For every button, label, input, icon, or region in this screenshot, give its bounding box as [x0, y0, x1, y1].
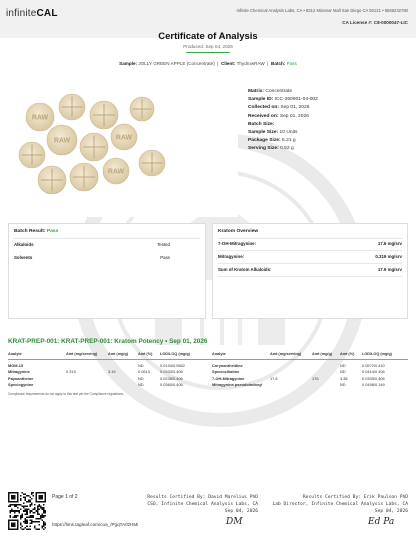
- qr-module: [25, 506, 27, 508]
- qr-module: [26, 516, 28, 518]
- qr-module: [16, 515, 18, 517]
- qr-module: [29, 525, 31, 527]
- qr-module: [26, 506, 28, 508]
- qr-module: [29, 519, 31, 521]
- qr-module: [11, 509, 13, 511]
- qr-module: [38, 518, 40, 520]
- qr-module: [40, 518, 42, 520]
- qr-module: [25, 510, 27, 512]
- qr-module: [41, 527, 43, 529]
- qr-module: [37, 506, 39, 508]
- page-title: Certificate of Analysis: [158, 31, 258, 42]
- qr-module: [43, 507, 45, 509]
- sample-info-panel: [248, 88, 408, 154]
- qr-module: [40, 516, 42, 518]
- qr-module: [41, 515, 43, 517]
- qr-module: [38, 521, 40, 523]
- qr-module: [28, 509, 30, 511]
- potency-left-row-0-col-3: ND: [138, 363, 144, 368]
- qr-module: [31, 494, 33, 496]
- qr-module: [34, 507, 36, 509]
- qr-module: [43, 504, 45, 506]
- qr-module: [23, 507, 25, 509]
- qr-module: [20, 524, 22, 526]
- qr-module: [43, 525, 45, 527]
- qr-module: [16, 504, 18, 506]
- qr-module: [10, 504, 12, 506]
- potency-right-row-2-col-3: 3.38: [340, 375, 348, 381]
- qr-module: [22, 506, 24, 508]
- qr-module: [34, 509, 36, 511]
- potency-left-row-0-col-4: 0.0194/0.0582: [160, 363, 185, 368]
- qr-module: [41, 507, 43, 509]
- qr-module: [43, 510, 45, 512]
- qr-module: [31, 522, 33, 524]
- potency-right-row-1-col-4: 0.0414/0.406: [362, 369, 385, 375]
- qr-module: [32, 512, 34, 514]
- qr-module: [22, 516, 24, 518]
- qr-module: [35, 521, 37, 523]
- potency-right-row-1-col-0: Speciociliatine: [212, 369, 240, 375]
- sample-summary: Sample: JOLLY GREEN APPLE (Concentrate) | Client: ThydrowRAW | Batch: Pass: [119, 61, 297, 66]
- qr-module: [31, 510, 33, 512]
- qr-module: [25, 513, 27, 515]
- kratom-overview-card: [212, 223, 408, 319]
- qr-module: [25, 509, 27, 511]
- qr-module: [37, 510, 39, 512]
- coa-link[interactable]: https://lims.tagleaf.com/coa_/PgqTA0zHMi: [52, 522, 139, 527]
- qr-module: [17, 507, 19, 509]
- qr-module: [29, 497, 31, 499]
- qr-module: [40, 507, 42, 509]
- qr-module: [38, 495, 43, 500]
- certifier-1: Results Certified By: David Marelius PhD CSO, Infinite Chemical Analysis Labs, CA Sep 04, 2026: [147, 495, 258, 514]
- potency-left-row-1-col-3: 0.0613: [138, 369, 150, 375]
- qr-module: [31, 519, 33, 521]
- qr-module: [26, 519, 28, 521]
- qr-module: [34, 525, 36, 527]
- kratom-overview-heading: Kratom Overview: [218, 229, 259, 234]
- signature-1: DM: [226, 517, 243, 527]
- qr-module: [43, 515, 45, 517]
- lab-address: Infinite Chemical Analysis Labs, CA • 8312 Miramar Mall San Diego CA 92121 • 8586232780: [236, 8, 408, 13]
- tablet-imprint: RAW: [107, 168, 125, 176]
- qr-module: [38, 528, 40, 530]
- qr-module: [44, 524, 46, 526]
- qr-module: [34, 527, 36, 529]
- qr-module: [38, 504, 40, 506]
- qr-module: [40, 506, 42, 508]
- qr-module: [29, 512, 31, 514]
- qr-module: [20, 500, 22, 502]
- qr-module: [10, 516, 12, 518]
- qr-module: [26, 522, 28, 524]
- qr-module: [34, 521, 36, 523]
- info-matrix: Matrix: Concentrate: [248, 89, 293, 94]
- qr-module: [16, 516, 18, 518]
- potency-right-row-0-col-4: 0.0572/0.410: [362, 363, 385, 368]
- qr-module: [22, 525, 24, 527]
- qr-module: [20, 498, 22, 500]
- qr-module: [29, 500, 31, 502]
- qr-module: [26, 513, 28, 515]
- card-divider: [14, 238, 200, 239]
- product-photo: [12, 85, 238, 217]
- qr-module: [28, 528, 30, 530]
- qr-module: [29, 506, 31, 508]
- col-mg-serving-left: Amt (mg/serving): [66, 352, 98, 356]
- qr-module: [20, 495, 22, 497]
- qr-module: [8, 506, 10, 508]
- qr-module: [20, 516, 22, 518]
- potency-left-row-2-col-4: 0.0238/0.406: [160, 375, 183, 381]
- potency-right-row-3-col-4: 0.0498/0.149: [362, 382, 385, 388]
- qr-module: [11, 495, 16, 500]
- license-number: CA License #: C8-0000047-LIC: [342, 20, 408, 25]
- qr-module: [17, 515, 19, 517]
- qr-module: [44, 512, 46, 514]
- batch-result-card: [8, 223, 206, 319]
- col-mg-g-right: Amt (mg/g): [312, 352, 333, 356]
- qr-module: [28, 516, 30, 518]
- qr-module: [26, 495, 28, 497]
- potency-left-row-3-col-3: ND: [138, 382, 144, 388]
- potency-left-row-2-col-0: Paynantheine: [8, 375, 34, 381]
- col-analyte-left: Analyte: [8, 352, 22, 356]
- qr-module: [34, 512, 36, 514]
- qr-module: [11, 522, 16, 527]
- col-lodloq-right: LOD/LOQ (mg/g): [362, 352, 392, 356]
- qr-module: [40, 515, 42, 517]
- batch-row-solvents: Solvents Pass: [14, 255, 170, 260]
- qr-module: [20, 522, 22, 524]
- tablet-imprint: RAW: [31, 114, 49, 122]
- qr-module: [43, 522, 45, 524]
- kratom-row-sum: Sum of Kratom Alkaloids: 17.9 mg/srv: [218, 267, 402, 277]
- qr-module: [20, 527, 22, 529]
- qr-module: [43, 521, 45, 523]
- qr-module: [19, 512, 21, 514]
- qr-module: [44, 515, 46, 517]
- qr-module: [25, 519, 27, 521]
- qr-module: [25, 494, 27, 496]
- qr-module: [41, 525, 43, 527]
- potency-right-row-1-col-3: ND: [340, 369, 346, 375]
- qr-module: [37, 513, 39, 515]
- qr-module: [29, 516, 31, 518]
- potency-right-row-2-col-0: 7-OH-Mitragynine: [212, 375, 245, 381]
- qr-module: [32, 509, 34, 511]
- col-pct-left: Amt (%): [138, 352, 153, 356]
- qr-module: [31, 504, 33, 506]
- qr-module: [37, 521, 39, 523]
- potency-right-row-2-col-4: 0.0305/0.406: [362, 375, 385, 381]
- qr-module: [22, 513, 24, 515]
- qr-module: [37, 509, 39, 511]
- qr-module: [32, 521, 34, 523]
- qr-module: [29, 504, 31, 506]
- qr-module: [34, 504, 36, 506]
- qr-module: [31, 515, 33, 517]
- info-collected: Collected on: Sep 01, 2026: [248, 105, 310, 111]
- qr-module: [11, 504, 13, 506]
- qr-module: [10, 510, 12, 512]
- col-mg-serving-right: Amt (mg/serving): [270, 352, 302, 356]
- qr-module: [13, 510, 15, 512]
- potency-left-row-3-col-0: Speciogynine: [8, 382, 34, 388]
- qr-code[interactable]: [8, 492, 46, 530]
- qr-module: [26, 501, 28, 503]
- qr-module: [20, 504, 22, 506]
- qr-module: [41, 516, 43, 518]
- qr-module: [28, 495, 30, 497]
- card-divider: [218, 238, 402, 239]
- qr-module: [35, 518, 37, 520]
- qr-module: [31, 516, 33, 518]
- potency-left-row-1-col-0: Mitragynine: [8, 369, 30, 375]
- potency-right-row-3-col-3: ND: [340, 382, 346, 388]
- qr-module: [23, 497, 25, 499]
- qr-module: [10, 512, 12, 514]
- potency-right-row-0-col-3: ND: [340, 363, 346, 368]
- potency-left-row-1-col-1: 0.319: [66, 369, 76, 375]
- potency-header-rule: [8, 359, 408, 360]
- qr-module: [44, 522, 46, 524]
- qr-module: [41, 513, 43, 515]
- qr-module: [38, 513, 40, 515]
- qr-module: [17, 504, 19, 506]
- qr-module: [37, 512, 39, 514]
- qr-module: [25, 521, 27, 523]
- qr-module: [26, 510, 28, 512]
- qr-module: [20, 515, 22, 517]
- qr-module: [23, 503, 25, 505]
- qr-module: [43, 512, 45, 514]
- qr-module: [25, 498, 27, 500]
- qr-module: [43, 524, 45, 526]
- info-batch-size: Batch Size:: [248, 121, 275, 127]
- qr-module: [23, 528, 25, 530]
- info-sample-id: Sample ID: ICC-260901-04-002: [248, 97, 318, 103]
- col-analyte-right: Analyte: [212, 352, 226, 356]
- potency-right-row-2-col-1: 17.6: [270, 375, 278, 381]
- info-serving-size: Serving Size: 0.52 g: [248, 146, 294, 152]
- qr-module: [14, 504, 16, 506]
- qr-module: [37, 507, 39, 509]
- page-number: Page 1 of 2: [52, 494, 78, 500]
- qr-module: [16, 506, 18, 508]
- col-pct-right: Amt (%): [340, 352, 355, 356]
- qr-module: [31, 492, 33, 494]
- qr-module: [22, 528, 24, 530]
- potency-left-row-2-col-3: ND: [138, 375, 144, 381]
- qr-module: [19, 510, 21, 512]
- signature-2: Ed Pa: [368, 517, 395, 527]
- produced-date: Produced: Sep 04, 2026: [183, 44, 233, 49]
- title-divider: [186, 52, 230, 53]
- qr-module: [22, 515, 24, 517]
- kratom-row-7oh: 7-OH-Mitragynine: 17.6 mg/srv: [218, 241, 402, 251]
- qr-module: [38, 509, 40, 511]
- qr-module: [14, 516, 16, 518]
- qr-module: [35, 528, 37, 530]
- lab-logo: infiniteCAL: [6, 8, 58, 19]
- qr-module: [32, 516, 34, 518]
- info-sample-size: Sample Size: 10 Units: [248, 130, 298, 136]
- potency-left-row-1-col-4: 0.0333/0.406: [160, 369, 183, 375]
- tablet-imprint: RAW: [53, 137, 71, 145]
- potency-right-row-3-col-0: Mitragynine pseudoindoxyl: [212, 382, 263, 388]
- qr-module: [23, 521, 25, 523]
- qr-module: [17, 510, 19, 512]
- col-lodloq-left: LOD/LOQ (mg/g): [160, 352, 190, 356]
- info-package-size: Package Size: 5.21 g: [248, 138, 296, 144]
- qr-module: [10, 515, 12, 517]
- qr-module: [25, 527, 27, 529]
- qr-module: [44, 527, 46, 529]
- qr-module: [43, 516, 45, 518]
- potency-left-row-3-col-4: 0.0360/0.406: [160, 382, 183, 388]
- qr-module: [20, 509, 22, 511]
- qr-module: [22, 492, 24, 494]
- qr-module: [23, 510, 25, 512]
- qr-module: [26, 521, 28, 523]
- qr-module: [38, 524, 40, 526]
- qr-module: [25, 497, 27, 499]
- qr-module: [14, 512, 16, 514]
- qr-module: [35, 510, 37, 512]
- qr-module: [37, 518, 39, 520]
- qr-module: [13, 516, 15, 518]
- certifier-2: Results Certified By: Erik Paulson PhD Lab Director, Infinite Chemical Analysis Labs, CA Sep 04, 2026: [272, 495, 408, 514]
- info-received: Received on: Sep 01, 2026: [248, 113, 309, 119]
- qr-module: [26, 528, 28, 530]
- qr-module: [44, 510, 46, 512]
- potency-left-row-0-col-0: MGM-15: [8, 363, 24, 368]
- qr-module: [32, 495, 34, 497]
- batch-row-alkaloids: Alkaloids Tested: [14, 242, 170, 247]
- qr-module: [29, 501, 31, 503]
- qr-module: [26, 512, 28, 514]
- qr-module: [13, 504, 15, 506]
- qr-module: [31, 503, 33, 505]
- potency-right-row-0-col-0: Corynantheidine: [212, 363, 243, 368]
- qr-module: [25, 522, 27, 524]
- qr-module: [43, 509, 45, 511]
- qr-module: [29, 522, 31, 524]
- qr-module: [32, 515, 34, 517]
- qr-module: [43, 528, 45, 530]
- qr-module: [14, 515, 16, 517]
- qr-module: [41, 519, 43, 521]
- qr-module: [38, 506, 40, 508]
- kratom-row-mitragynine: Mitragynine: 0.319 mg/srv: [218, 254, 402, 264]
- qr-module: [28, 501, 30, 503]
- qr-module: [26, 525, 28, 527]
- qr-module: [28, 500, 30, 502]
- qr-module: [23, 494, 25, 496]
- qr-module: [32, 492, 34, 494]
- qr-module: [23, 506, 25, 508]
- qr-module: [29, 528, 31, 530]
- qr-module: [16, 510, 18, 512]
- potency-title: KRAT-PREP-001: KRAT-PREP-001: Kratom Potency • Sep 01, 2026: [8, 338, 208, 345]
- batch-result-heading: Batch Result: Pass: [14, 229, 59, 234]
- qr-module: [37, 528, 39, 530]
- tablet-imprint: RAW: [115, 134, 133, 142]
- qr-module: [25, 518, 27, 520]
- potency-left-row-1-col-2: 3.19: [108, 369, 116, 375]
- potency-right-row-2-col-2: 176: [312, 375, 319, 381]
- qr-module: [10, 506, 12, 508]
- qr-module: [26, 509, 28, 511]
- qr-module: [14, 510, 16, 512]
- qr-module: [20, 518, 22, 520]
- qr-module: [31, 498, 33, 500]
- qr-module: [25, 500, 27, 502]
- qr-module: [11, 510, 13, 512]
- qr-module: [19, 504, 21, 506]
- qr-module: [41, 509, 43, 511]
- qr-module: [14, 506, 16, 508]
- qr-module: [29, 510, 31, 512]
- qr-module: [29, 515, 31, 517]
- qr-module: [31, 521, 33, 523]
- col-mg-g-left: Amt (mg/g): [108, 352, 129, 356]
- compliance-note: Compliance requirements do not apply to this test per the Compliance regulations.: [8, 392, 124, 396]
